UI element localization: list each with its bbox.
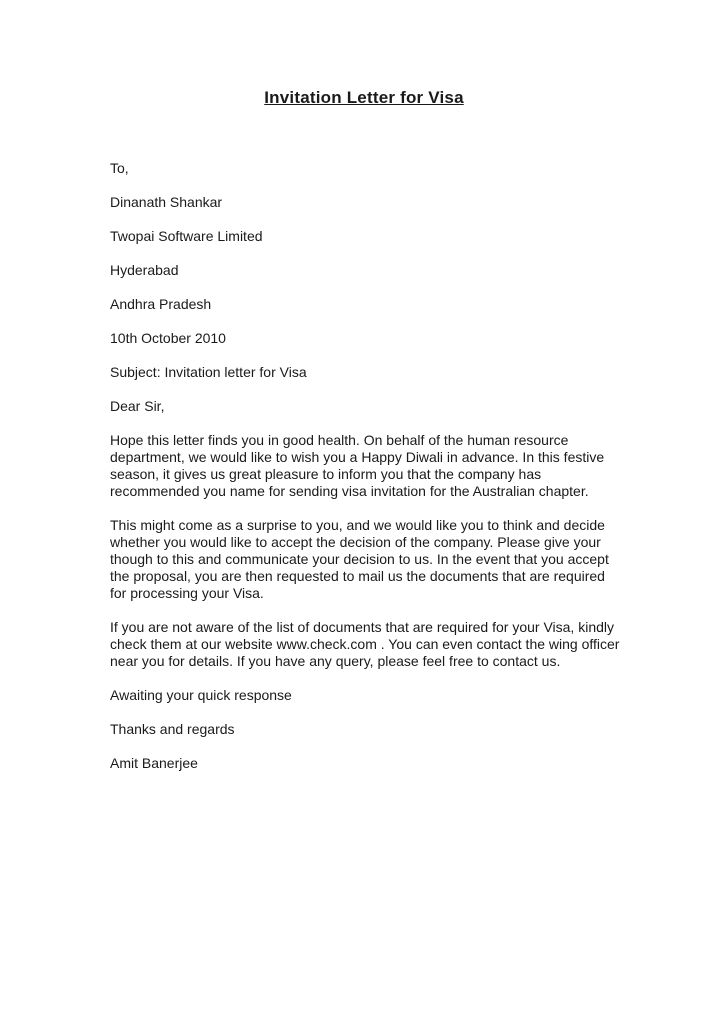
closing-response-line: Awaiting your quick response	[110, 687, 292, 703]
body-paragraph-2: This might come as a surprise to you, and we would like you to think and decide whether you would like to accept the decision of the company. Please give your though to this and communicate your decision to us. In the event that you accept the proposal, you are then requested to mail us the documents that are required for processing your Visa.	[110, 517, 609, 601]
recipient-state-line: Andhra Pradesh	[110, 296, 212, 312]
salutation-line: Dear Sir,	[110, 398, 165, 414]
signature-name-line: Amit Banerjee	[110, 755, 198, 771]
recipient-salutation-line: To,	[110, 160, 129, 176]
letter-title: Invitation Letter for Visa	[264, 88, 464, 107]
recipient-company-line: Twopai Software Limited	[110, 228, 263, 244]
body-paragraph-1: Hope this letter finds you in good health. On behalf of the human resource department, we would like to wish you a Happy Diwali in advance. In this festive season, it gives us great pleasure to inform you that the company has recommended you name for sending visa invitation for the Australian chapter.	[110, 432, 605, 499]
closing-regards-line: Thanks and regards	[110, 721, 235, 737]
recipient-name-line: Dinanath Shankar	[110, 194, 223, 210]
body-paragraph-3: If you are not aware of the list of documents that are required for your Visa, kindly check them at our website www.check.com . You can even contact the wing officer near you for details. If you have any query, please feel free to contact us.	[110, 619, 620, 669]
recipient-city-line: Hyderabad	[110, 262, 179, 278]
letter-date-line: 10th October 2010	[110, 330, 226, 346]
subject-line: Subject: Invitation letter for Visa	[110, 364, 307, 380]
